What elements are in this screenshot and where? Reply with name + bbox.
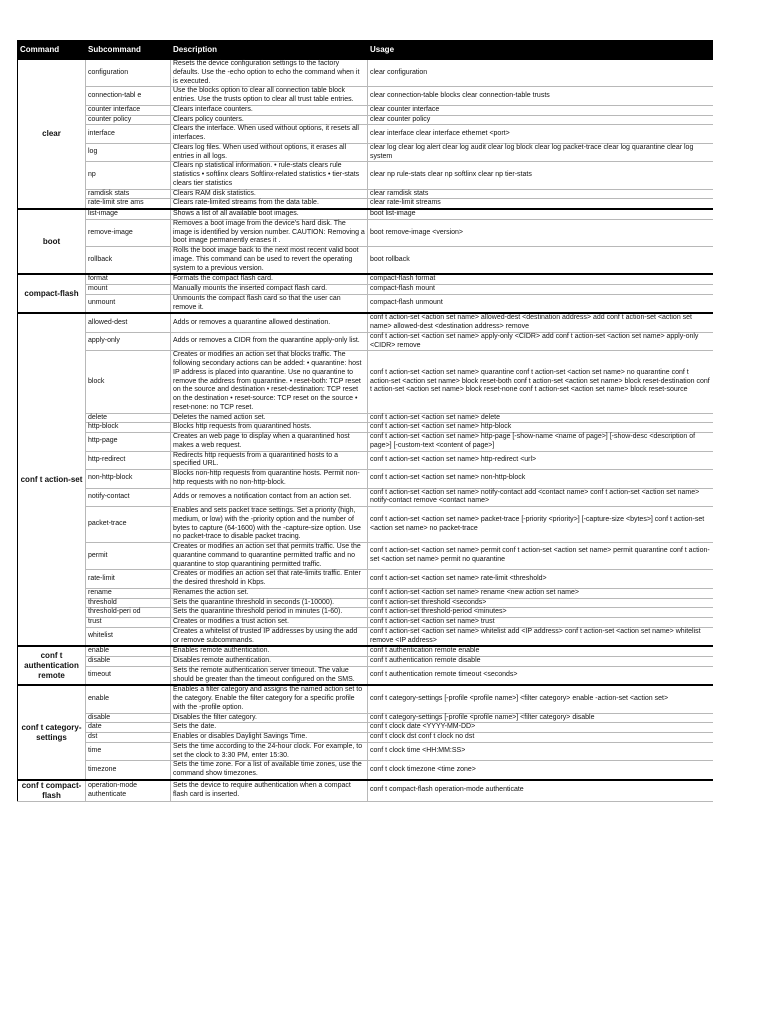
description-cell: Formats the compact flash card.	[171, 274, 368, 284]
command-group-label: compact-flash	[18, 274, 86, 313]
description-cell: Enables a filter category and assigns the named action set to the category. Enable the filter category for a specific profile with the -profile option.	[171, 685, 368, 713]
description-cell: Adds or removes a CIDR from the quarantine apply-only list.	[171, 332, 368, 351]
subcommand-cell: apply-only	[86, 332, 171, 351]
subcommand-cell: rate-limit stre ams	[86, 199, 171, 209]
subcommand-cell: http-redirect	[86, 451, 171, 470]
command-group-label: clear	[18, 59, 86, 209]
table-row	[18, 413, 714, 423]
usage-cell: conf t action-set <action set name> rename <new action set name>	[368, 588, 714, 598]
description-cell: Adds or removes a quarantine allowed destination.	[171, 313, 368, 332]
table-row	[18, 209, 714, 219]
subcommand-cell: block	[86, 351, 171, 413]
description-cell: Enables or disables Daylight Savings Time.	[171, 733, 368, 743]
table-row	[18, 433, 714, 452]
usage-cell: conf t clock timezone <time zone>	[368, 761, 714, 780]
usage-cell: conf t action-set <action set name> rate-limit <threshold>	[368, 570, 714, 589]
table-row	[18, 219, 714, 246]
usage-cell: clear counter interface	[368, 105, 714, 115]
subcommand-cell: log	[86, 143, 171, 162]
description-cell: Unmounts the compact flash card so that the user can remove it.	[171, 294, 368, 313]
usage-cell: conf t action-set <action set name> quarantine conf t action-set <action set name> no quarantine conf t action-set <action set name> block reset-both conf t action-set <action set name> block reset-destination conf t action-set <action set name> block reset-none conf t action-set <action set name> block reset-source	[368, 351, 714, 413]
table-row	[18, 598, 714, 608]
usage-cell: compact-flash format	[368, 274, 714, 284]
description-cell: Sets the date.	[171, 723, 368, 733]
usage-cell: compact-flash unmount	[368, 294, 714, 313]
description-cell: Clears rate-limited streams from the data table.	[171, 199, 368, 209]
subcommand-cell: timezone	[86, 761, 171, 780]
subcommand-cell: whitelist	[86, 627, 171, 646]
table-row	[18, 423, 714, 433]
usage-cell: clear rate-limit streams	[368, 199, 714, 209]
description-cell: Creates a whitelist of trusted IP addresses by using the add or remove subcommands.	[171, 627, 368, 646]
subcommand-cell: timeout	[86, 666, 171, 685]
subcommand-cell: enable	[86, 685, 171, 713]
description-cell: Clears policy counters.	[171, 115, 368, 125]
usage-cell: conf t action-set threshold-period <minutes>	[368, 608, 714, 618]
usage-cell: conf t action-set <action set name> allowed-dest <destination address> add conf t action-set <action set name> allowed-dest <destination address> remove	[368, 313, 714, 332]
subcommand-cell: delete	[86, 413, 171, 423]
usage-cell: boot rollback	[368, 247, 714, 275]
description-cell: Shows a list of all available boot images.	[171, 209, 368, 219]
subcommand-cell: configuration	[86, 59, 171, 87]
usage-cell: conf t compact-flash operation-mode authenticate	[368, 780, 714, 802]
description-cell: Sets the remote authentication server timeout. The value should be greater than the timeout configured on the SMS.	[171, 666, 368, 685]
subcommand-cell: disable	[86, 657, 171, 667]
subcommand-cell: connection-tabl e	[86, 87, 171, 106]
subcommand-cell: notify-contact	[86, 488, 171, 507]
subcommand-cell: rename	[86, 588, 171, 598]
table-row	[18, 646, 714, 656]
subcommand-cell: http-block	[86, 423, 171, 433]
table-row	[18, 570, 714, 589]
usage-cell: conf t clock dst conf t clock no dst	[368, 733, 714, 743]
description-cell: Deletes the named action set.	[171, 413, 368, 423]
table-row	[18, 657, 714, 667]
description-cell: Creates or modifies an action set that blocks traffic. The following secondary actions can be added: • quarantine: host IP address is placed into quarantine. Use no quarantine to remove the address from quarantine. • reset-both: TCP reset on the source and destination • reset-destination: TCP reset on the destination • reset-source: TCP reset on the source • reset-none: no TCP reset.	[171, 351, 368, 413]
subcommand-cell: packet-trace	[86, 507, 171, 543]
table-row	[18, 666, 714, 685]
table-row	[18, 588, 714, 598]
description-cell: Sets the device to require authentication when a compact flash card is inserted.	[171, 780, 368, 802]
description-cell: Clears RAM disk statistics.	[171, 189, 368, 199]
description-cell: Creates an web page to display when a quarantined host makes a web request.	[171, 433, 368, 452]
table-row	[18, 105, 714, 115]
description-cell: Clears the interface. When used without options, it resets all interfaces.	[171, 125, 368, 144]
command-group-label: conf t compact-flash	[18, 780, 86, 802]
usage-cell: conf t action-set threshold <seconds>	[368, 598, 714, 608]
table-row	[18, 59, 714, 87]
usage-cell: clear interface clear interface ethernet <port>	[368, 125, 714, 144]
table-row	[18, 313, 714, 332]
subcommand-cell: list-image	[86, 209, 171, 219]
table-row	[18, 332, 714, 351]
usage-cell: boot remove-image <version>	[368, 219, 714, 246]
description-cell: Resets the device configuration settings to the factory defaults. Use the -echo option to echo the command when it is executed.	[171, 59, 368, 87]
description-cell: Enables remote authentication.	[171, 646, 368, 656]
command-group-label: conf t category-settings	[18, 685, 86, 780]
table-row	[18, 488, 714, 507]
subcommand-cell: remove-image	[86, 219, 171, 246]
description-cell: Clears np statistical information. • rule-stats clears rule statistics • softlinx clears Softlinx-related statistics • tier-stats clears tier statistics	[171, 162, 368, 189]
description-cell: Blocks http requests from quarantined hosts.	[171, 423, 368, 433]
usage-cell: boot list-image	[368, 209, 714, 219]
subcommand-cell: time	[86, 742, 171, 761]
header-row	[18, 41, 714, 60]
table-row	[18, 451, 714, 470]
description-cell: Rolls the boot image back to the next most recent valid boot image. This command can be used to revert the operating system to a previous version.	[171, 247, 368, 275]
table-row	[18, 351, 714, 413]
usage-cell: conf t action-set <action set name> trust	[368, 618, 714, 628]
description-cell: Clears log files. When used without options, it erases all entries in all logs.	[171, 143, 368, 162]
command-group-label: conf t authentication remote	[18, 646, 86, 685]
subcommand-cell: counter interface	[86, 105, 171, 115]
subcommand-cell: date	[86, 723, 171, 733]
table-row	[18, 247, 714, 275]
description-cell: Manually mounts the inserted compact flash card.	[171, 285, 368, 295]
subcommand-cell: permit	[86, 543, 171, 570]
subcommand-cell: rate-limit	[86, 570, 171, 589]
command-group-label: conf t action-set	[18, 313, 86, 646]
usage-cell: clear ramdisk stats	[368, 189, 714, 199]
subcommand-cell: interface	[86, 125, 171, 144]
usage-cell: conf t action-set <action set name> packet-trace [-priority <priority>] [-capture-size <bytes>] conf t action-set <action set name> no packet-trace	[368, 507, 714, 543]
subcommand-cell: format	[86, 274, 171, 284]
description-cell: Adds or removes a notification contact from an action set.	[171, 488, 368, 507]
header-subcommand: Subcommand	[86, 41, 171, 60]
subcommand-cell: trust	[86, 618, 171, 628]
table-row	[18, 87, 714, 106]
table-row	[18, 543, 714, 570]
usage-cell: conf t clock time <HH:MM:SS>	[368, 742, 714, 761]
table-row	[18, 761, 714, 780]
description-cell: Sets the time zone. For a list of available time zones, use the command show timezones.	[171, 761, 368, 780]
usage-cell: conf t action-set <action set name> apply-only <CIDR> add conf t action-set <action set name> apply-only <CIDR> remove	[368, 332, 714, 351]
table-row	[18, 189, 714, 199]
description-cell: Creates or modifies an action set that permits traffic. Use the quarantine command to quarantine permitted traffic and no quarantine to stop quarantining permitted traffic.	[171, 543, 368, 570]
table-row	[18, 618, 714, 628]
subcommand-cell: np	[86, 162, 171, 189]
subcommand-cell: disable	[86, 713, 171, 723]
description-cell: Creates or modifies a trust action set.	[171, 618, 368, 628]
table-body	[18, 59, 714, 801]
table-row	[18, 294, 714, 313]
command-group-label: boot	[18, 209, 86, 274]
description-cell: Renames the action set.	[171, 588, 368, 598]
table-row	[18, 627, 714, 646]
usage-cell: compact-flash mount	[368, 285, 714, 295]
table-row	[18, 713, 714, 723]
usage-cell: conf t clock date <YYYY-MM-DD>	[368, 723, 714, 733]
description-cell: Redirects http requests from a quarantined hosts to a specified URL.	[171, 451, 368, 470]
subcommand-cell: counter policy	[86, 115, 171, 125]
usage-cell: conf t action-set <action set name> http-block	[368, 423, 714, 433]
usage-cell: conf t category-settings [-profile <profile name>] <filter category> disable	[368, 713, 714, 723]
table-row	[18, 507, 714, 543]
subcommand-cell: non-http-block	[86, 470, 171, 489]
subcommand-cell: ramdisk stats	[86, 189, 171, 199]
subcommand-cell: allowed-dest	[86, 313, 171, 332]
subcommand-cell: mount	[86, 285, 171, 295]
table-row	[18, 723, 714, 733]
subcommand-cell: enable	[86, 646, 171, 656]
table-row	[18, 125, 714, 144]
usage-cell: conf t authentication remote enable	[368, 646, 714, 656]
subcommand-cell: threshold-peri od	[86, 608, 171, 618]
usage-cell: conf t action-set <action set name> whitelist add <IP address> conf t action-set <action set name> whitelist remove <IP address>	[368, 627, 714, 646]
usage-cell: conf t authentication remote disable	[368, 657, 714, 667]
subcommand-cell: rollback	[86, 247, 171, 275]
description-cell: Removes a boot image from the device's hard disk. The image is identified by version number. CAUTION: Removing a boot image permanently erases it .	[171, 219, 368, 246]
table-row	[18, 199, 714, 209]
usage-cell: conf t action-set <action set name> delete	[368, 413, 714, 423]
table-row	[18, 274, 714, 284]
table-row	[18, 742, 714, 761]
description-cell: Blocks non-http requests from quarantine hosts. Permit non-http requests with no non-http-block.	[171, 470, 368, 489]
usage-cell: conf t action-set <action set name> non-http-block	[368, 470, 714, 489]
subcommand-cell: operation-mode authenticate	[86, 780, 171, 802]
usage-cell: clear log clear log alert clear log audit clear log block clear log packet-trace clear log quarantine clear log system	[368, 143, 714, 162]
usage-cell: conf t authentication remote timeout <seconds>	[368, 666, 714, 685]
description-cell: Enables and sets packet trace settings. Set a priority (high, medium, or low) with the -priority option and the number of bytes to capture (64-1600) with the -capture-size option. Use no packet-trace to disable packet tracing.	[171, 507, 368, 543]
table-row	[18, 143, 714, 162]
table-row	[18, 685, 714, 713]
description-cell: Disables the filter category.	[171, 713, 368, 723]
usage-cell: conf t action-set <action set name> http-redirect <url>	[368, 451, 714, 470]
description-cell: Disables remote authentication.	[171, 657, 368, 667]
usage-cell: conf t action-set <action set name> permit conf t action-set <action set name> permit quarantine conf t action-set <action set name> permit no quarantine	[368, 543, 714, 570]
usage-cell: conf t category-settings [-profile <profile name>] <filter category> enable -action-set <action set>	[368, 685, 714, 713]
command-table	[17, 40, 713, 802]
table-row	[18, 162, 714, 189]
usage-cell: clear np rule-stats clear np softlinx clear np tier-stats	[368, 162, 714, 189]
description-cell: Creates or modifies an action set that rate-limits traffic. Enter the desired threshold in Kbps.	[171, 570, 368, 589]
usage-cell: conf t action-set <action set name> http-page [-show-name <name of page>] [-show-desc <description of page>] [-custom-text <content of page>]	[368, 433, 714, 452]
table-row	[18, 285, 714, 295]
table-row	[18, 733, 714, 743]
usage-cell: conf t action-set <action set name> notify-contact add <contact name> conf t action-set <action set name> notify-contact remove <contact name>	[368, 488, 714, 507]
usage-cell: clear counter policy	[368, 115, 714, 125]
header-usage: Usage	[368, 41, 714, 60]
header-description: Description	[171, 41, 368, 60]
description-cell: Sets the quarantine threshold in seconds (1-10000).	[171, 598, 368, 608]
subcommand-cell: threshold	[86, 598, 171, 608]
description-cell: Sets the quarantine threshold period in minutes (1-60).	[171, 608, 368, 618]
table-row	[18, 780, 714, 802]
description-cell: Use the blocks option to clear all connection table block entries. Use the trusts option to clear all trust table entries.	[171, 87, 368, 106]
command-reference-sheet	[17, 40, 713, 986]
header-command: Command	[18, 41, 86, 60]
description-cell: Sets the time according to the 24-hour clock. For example, to set the clock to 3:30 PM, enter 15:30.	[171, 742, 368, 761]
subcommand-cell: dst	[86, 733, 171, 743]
description-cell: Clears interface counters.	[171, 105, 368, 115]
subcommand-cell: http-page	[86, 433, 171, 452]
table-row	[18, 115, 714, 125]
usage-cell: clear connection-table blocks clear connection-table trusts	[368, 87, 714, 106]
table-row	[18, 470, 714, 489]
usage-cell: clear configuration	[368, 59, 714, 87]
table-row	[18, 608, 714, 618]
subcommand-cell: unmount	[86, 294, 171, 313]
